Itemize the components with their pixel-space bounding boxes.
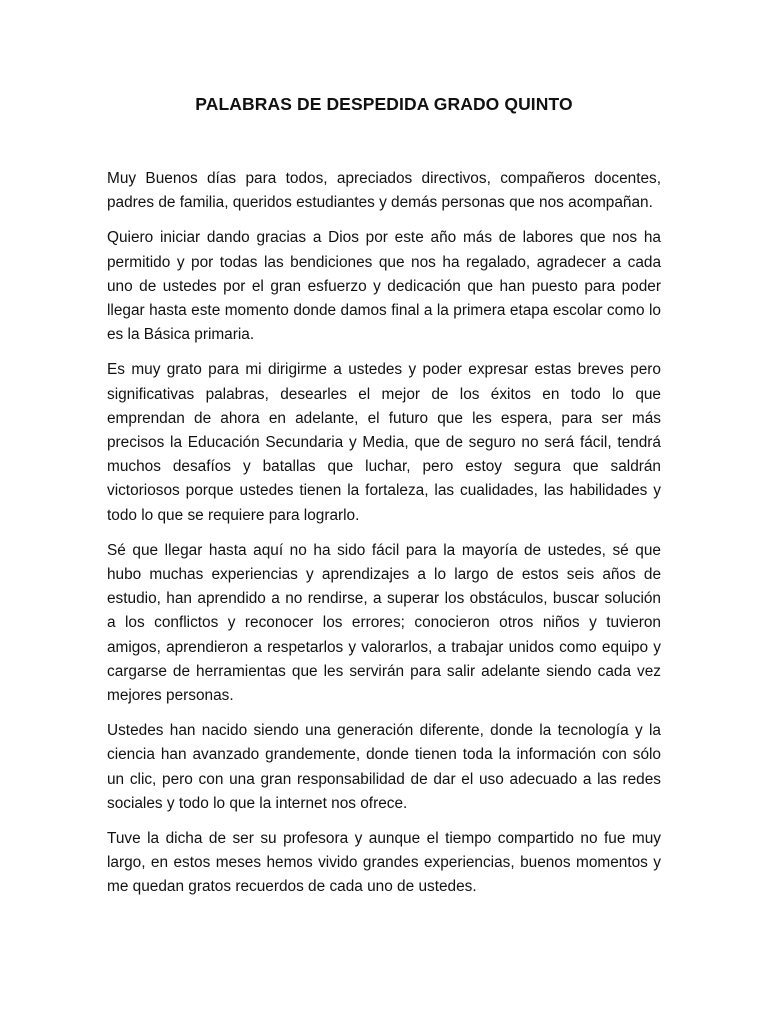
document-title: PALABRAS DE DESPEDIDA GRADO QUINTO [195,94,573,114]
paragraph: Sé que llegar hasta aquí no ha sido fácil para la mayoría de ustedes, sé que hubo muchas experiencias y aprendizajes a lo largo de estos seis años de estudio, han aprendido a no rendirse, a superar los obstáculos, buscar solución a los conflictos y reconocer los errores; conocieron otros niños y tuvieron amigos, aprendieron a respetarlos y valorarlos, a trabajar unidos como equipo y cargarse de herramientas que les servirán para salir adelante siendo cada vez mejores personas. [107,541,661,705]
paragraph: Muy Buenos días para todos, apreciados directivos, compañeros docentes, padres de familia, queridos estudiantes y demás personas que nos acompañan. [107,170,661,212]
paragraph: Ustedes han nacido siendo una generación diferente, donde la tecnología y la ciencia han avanzado grandemente, donde tienen toda la información con sólo un clic, pero con una gran responsabilidad de dar el uso adecuado a las redes sociales y todo lo que la internet nos ofrece. [107,722,661,812]
document-body [107,167,661,911]
paragraph: Quiero iniciar dando gracias a Dios por este año más de labores que nos ha permitido y por todas las bendiciones que nos ha regalado, agradecer a cada uno de ustedes por el gran esfuerzo y dedicación que han puesto para poder llegar hasta este momento donde damos final a la primera etapa escolar como lo es la Básica primaria. [107,229,661,344]
paragraph: Es muy grato para mi dirigirme a ustedes y poder expresar estas breves pero significativas palabras, desearles el mejor de los éxitos en todo lo que emprendan de ahora en adelante, el futuro que les espera, para ser más precisos la Educación Secundaria y Media, que de seguro no será fácil, tendrá muchos desafíos y batallas que luchar, pero estoy segura que saldrán victoriosos porque ustedes tienen la fortaleza, las cualidades, las habilidades y todo lo que se requiere para lograrlo. [107,361,661,524]
paragraph: Tuve la dicha de ser su profesora y aunque el tiempo compartido no fue muy largo, en estos meses hemos vivido grandes experiencias, buenos momentos y me quedan gratos recuerdos de cada uno de ustedes. [107,830,661,896]
